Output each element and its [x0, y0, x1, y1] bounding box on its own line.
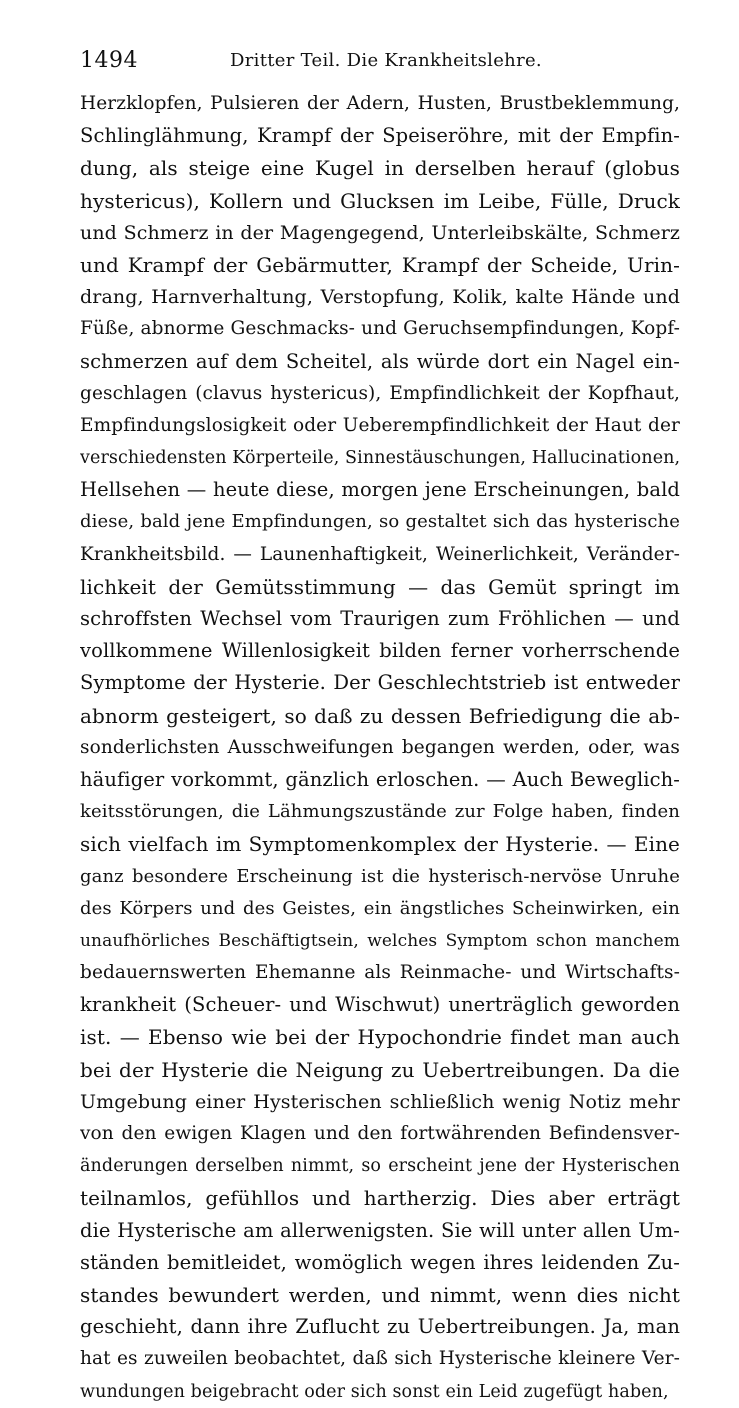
text-line: sonderlichsten Ausschweifungen begangen werden, oder, was [80, 736, 680, 758]
text-line: standes bewundert werden, und nimmt, wenn dies nicht [80, 1282, 680, 1307]
text-line: sich vielfach im Symptomenkomplex der Hysterie. — Eine [80, 832, 680, 857]
text-line: und Schmerz in der Magengegend, Unterleibskälte, Schmerz [80, 221, 680, 244]
text-line: ganz besondere Erscheinung ist die hysterisch-nervöse Unruhe [80, 865, 680, 887]
text-line: Schlinglähmung, Krampf der Speiseröhre, mit der Empfin- [80, 124, 680, 148]
text-line: geschieht, dann ihre Zuflucht zu Uebertreibungen. Ja, man [80, 1315, 680, 1339]
text-line: schroffsten Wechsel vom Traurigen zum Fröhlichen — und [80, 607, 680, 630]
text-line: drang, Harnverhaltung, Verstopfung, Kolik, kalte Hände und [80, 286, 680, 309]
text-line: diese, bald jene Empfindungen, so gestaltet sich das hysterische [80, 511, 680, 533]
text-line: die Hysterische am allerwenigsten. Sie will unter allen Um- [80, 1218, 680, 1242]
text-line: Herzklopfen, Pulsieren der Adern, Husten, Brustbeklemmung, [80, 93, 680, 114]
text-line: hat es zuweilen beobachtet, daß sich Hysterische kleinere Ver- [80, 1348, 680, 1370]
text-line: ist. — Ebenso wie bei der Hypochondrie findet man auch [80, 1025, 680, 1050]
text-line: krankheit (Scheuer- und Wischwut) unerträglich geworden [80, 993, 680, 1017]
text-line: Füße, abnorme Geschmacks- und Geruchsempfindungen, Kopf- [80, 318, 680, 340]
text-line: Umgebung einer Hysterischen schließlich wenig Notiz mehr [80, 1090, 680, 1113]
page-header [80, 48, 680, 78]
running-head: Dritter Teil. Die Krankheitslehre. [230, 50, 542, 71]
text-line: lichkeit der Gemütsstimmung — das Gemüt springt im [80, 574, 680, 599]
text-line: verschiedensten Körperteile, Sinnestäuschungen, Hallucinationen, [80, 448, 680, 469]
page-number: 1494 [80, 48, 138, 73]
text-line: Hellsehen — heute diese, morgen jene Erscheinungen, bald [80, 478, 680, 502]
text-line: Krankheitsbild. — Launenhaftigkeit, Weinerlichkeit, Veränder- [80, 543, 680, 565]
text-line: ständen bemitleidet, womöglich wegen ihres leidenden Zu- [80, 1250, 680, 1274]
text-line: des Körpers und des Geistes, ein ängstliches Scheinwirken, ein [80, 897, 680, 919]
text-line: abnorm gesteigert, so daß zu dessen Befriedigung die ab- [80, 703, 680, 728]
text-line: vollkommene Willenlosigkeit bilden ferner vorherrschende [80, 639, 680, 663]
text-line: keitsstörungen, die Lähmungszustände zur Folge haben, finden [80, 801, 680, 823]
text-line: änderungen derselben nimmt, so erscheint jene der Hysterischen [80, 1156, 680, 1177]
text-line: geschlagen (clavus hystericus), Empfindlichkeit der Kopfhaut, [80, 382, 680, 404]
text-line: bei der Hysterie die Neigung zu Uebertreibungen. Da die [80, 1057, 680, 1082]
body-text [80, 88, 680, 1408]
text-line: Symptome der Hysterie. Der Geschlechtstrieb ist entweder [80, 671, 680, 695]
text-line: Empfindungslosigkeit oder Ueberempfindlichkeit der Haut der [80, 414, 680, 436]
text-line: teilnamlos, gefühllos und hartherzig. Dies aber erträgt [80, 1186, 680, 1211]
text-line: bedauernswerten Ehemanne als Reinmache- und Wirtschafts- [80, 962, 680, 984]
text-line: und Krampf der Gebärmutter, Krampf der Scheide, Urin- [80, 252, 680, 277]
text-line: von den ewigen Klagen und den fortwährenden Befindensver- [80, 1123, 680, 1144]
text-line: hystericus), Kollern und Glucksen im Leibe, Fülle, Druck [80, 188, 680, 213]
text-line: unaufhörliches Beschäftigtsein, welches Symptom schon manchem [80, 930, 680, 951]
text-line: schmerzen auf dem Scheitel, als würde dort ein Nagel ein- [80, 349, 680, 373]
text-line: häufiger vorkommt, gänzlich erloschen. — Auch Beweglich- [80, 767, 680, 791]
text-line: wundungen beigebracht oder sich sonst ein Leid zugefügt haben, [80, 1381, 669, 1402]
text-line: dung, als steige eine Kugel in derselben herauf (globus [80, 156, 680, 181]
